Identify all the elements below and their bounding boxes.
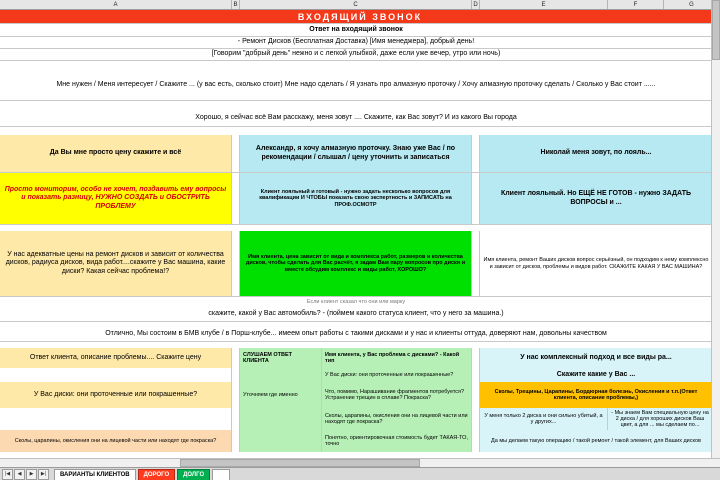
spacer-cell-3: [0, 127, 712, 135]
row-answer-line2: [0, 49, 720, 61]
vertical-scrollbar[interactable]: [711, 0, 720, 467]
right-list-cell: Сколы, Трещины, Царапины, Бордюрная болезнь, Окисления и т.п.(Ответ клиента, описание проблемы,): [480, 382, 712, 408]
sheet-tab-expensive[interactable]: ДОРОГО: [138, 469, 176, 480]
mid-row-0-col-1: У Вас диски: они проточенные или покрашенные?: [322, 368, 472, 382]
gap-d-8: [472, 430, 480, 452]
variant-price-mid: Александр, я хочу алмазную проточку. Знаю уже Вас / по рекомендации / слышал / цену уточнить и записаться: [240, 135, 472, 172]
row-variant-price: [0, 135, 720, 173]
car-question-cell: скажите, какой у Вас автомобиль? - (поймем какого статуса клиент, что у него за машина.): [0, 308, 712, 321]
answer-line1-cell: - Ремонт Дисков (Бесплатная Доставка) [Имя менеджера], добрый день!: [0, 37, 712, 48]
row-spacer-2: [0, 101, 720, 111]
sheet-tab-extra[interactable]: [212, 469, 230, 480]
column-header-c[interactable]: C: [240, 0, 472, 9]
client-answer-label-cell: Ответ клиента, описание проблемы.... Скажите цену: [0, 348, 232, 368]
column-header-d[interactable]: D: [472, 0, 480, 9]
horizontal-scroll-thumb[interactable]: [180, 459, 420, 467]
right-tail-cell: Да мы делаем такую операцию / такой ремонт / такой элемент, для Ваших дисков: [480, 430, 712, 452]
mid-table-header-1: СЛУШАЕМ ОТВЕТ КЛИЕНТА: [240, 348, 322, 368]
sheet-tab-variants[interactable]: ВАРИАНТЫ КЛИЕНТОВ: [54, 469, 136, 480]
greeting-cell: Хорошо, я сейчас всё Вам расскажу, меня зовут .... Скажите, как Вас зовут? И из какого Вы города: [0, 111, 712, 126]
gap-d-1: [472, 135, 480, 172]
row-answer-line1: [0, 37, 720, 49]
right-note-body-cell: - Мы знаем Вам специальную цену на 2 диска / для хороших дисков Ваш цвет, а для ... мы сделаем по...: [608, 408, 712, 430]
gap-d-6: [472, 382, 480, 408]
sheet-nav-buttons: [2, 469, 49, 480]
client-need-cell: Мне нужен / Меня интересует / Скажите ... (у вас есть, сколько стоит) Мне надо сделать / Я узнать про алмазную проточку / Хочу алмазную проточку сделать / Сколько у Вас стоит ......: [0, 71, 712, 100]
row-lower-head: [0, 348, 720, 368]
gap-d-2: [472, 173, 480, 224]
column-header-a[interactable]: A: [0, 0, 232, 9]
row-variant-monitor: [0, 173, 720, 225]
gap-b-8: [232, 430, 240, 452]
mid-row-3-col-0: [240, 430, 322, 452]
first-sheet-icon[interactable]: |◀: [2, 469, 13, 480]
polished-question-cell: У Вас диски: они проточенные или покрашенные?: [0, 382, 232, 408]
row-spacer-3: [0, 127, 720, 135]
answer-header-cell: Ответ на входящий звонок: [0, 24, 712, 36]
row-bmw-club: [0, 328, 720, 342]
row-client-need: [0, 71, 720, 101]
next-sheet-icon[interactable]: ▶: [26, 469, 37, 480]
horizontal-scrollbar[interactable]: [0, 458, 720, 467]
gap-b-2: [232, 173, 240, 224]
row-lower-3: [0, 408, 720, 430]
column-header-row: [0, 0, 720, 10]
adequate-right-cell: Имя клиента, ремонт Ваших дисков вопрос серьёзный, он подходим к нему комплексно и зависит от дисков, проблемы и видов работ. СКАЖИТЕ КАКАЯ У ВАС МАШИНА?: [480, 231, 712, 296]
scratches-note-cell: Сколы, царапины, окисления они на лицевой части или находят где покраска?: [0, 430, 232, 452]
mid-row-1-col-0: Уточняем где именно: [240, 382, 322, 408]
gap-b-7: [232, 408, 240, 430]
prev-sheet-icon[interactable]: ◀: [14, 469, 25, 480]
gap-b-6: [232, 382, 240, 408]
sheet-tab-long[interactable]: ДОЛГО: [177, 469, 210, 480]
right-sub-cell: Скажите какие у Вас ...: [480, 368, 712, 382]
last-sheet-icon[interactable]: ▶|: [38, 469, 49, 480]
gap-d-3: [472, 231, 480, 296]
column-header-g[interactable]: G: [664, 0, 720, 9]
column-header-b[interactable]: B: [232, 0, 240, 9]
bmw-club-cell: Отлично, Мы состоим в БМВ клубе / в Порш-клубе... имеем опыт работы с такими дисками и у нас и клиенты оттуда, доверяют нам, довольны качеством: [0, 328, 712, 341]
variant-price-left: Да Вы мне просто цену скажите и всё: [0, 135, 232, 172]
lower-left-blank: [0, 368, 232, 382]
adequate-mid-cell: Имя клиента, цена зависит от вида и комплекса работ, размеров и количества дисков, чтобы сделать для Вас расчёт, я задам Вам пару вопросов про диски и вместе обсудим комплекс и виды работ, ХОРОШО?: [240, 231, 472, 296]
answer-line2-cell: [Говорим "добрый день" нежно и с легкой улыбкой, даже если уже вечер, утро или ночь): [0, 49, 712, 60]
row-greeting: [0, 111, 720, 127]
mid-row-1-col-1: Что, помимо, Нарашивание фрагментов потребуется? Устранение трещин в сплаве? Покраска?: [322, 382, 472, 408]
vertical-scroll-thumb[interactable]: [712, 0, 720, 60]
mid-row-2-col-1: Сколы, царапины, окисления они на лицевой части или находят где покраска?: [322, 408, 472, 430]
monitor-mid-cell: Клиент лояльный и готовый - нужно задать несколько вопросов для квалификации И ЧТОБЫ показать свою экспертность и ЗАПИСАТЬ на ПРОФ.ОСМОТР: [240, 173, 472, 224]
gap-b-5: [232, 368, 240, 382]
row-car-question-sub: [0, 297, 720, 308]
spacer-cell-2: [0, 101, 712, 111]
page-title: ВХОДЯЩИЙ ЗВОНОК: [0, 10, 720, 24]
mid-row-2-col-0: [240, 408, 322, 430]
gap-d-4: [472, 348, 480, 368]
sheet-tab-bar: [0, 467, 720, 480]
column-header-e[interactable]: E: [480, 0, 608, 9]
row-lower-2: [0, 382, 720, 408]
monitor-right-cell: Клиент лояльный. Но ЕЩЁ НЕ ГОТОВ - нужно ЗАДАТЬ ВОПРОСЫ и ...: [480, 173, 712, 224]
row-car-question: [0, 308, 720, 322]
right-note-head-cell: У меня только 2 диска и они сильно убитый, а у других...: [480, 408, 608, 430]
gap-b-4: [232, 348, 240, 368]
gap-d-7: [472, 408, 480, 430]
row-answer-header: [0, 24, 720, 37]
column-header-f[interactable]: F: [608, 0, 664, 9]
variant-price-right: Николай меня зовут, по лояль...: [480, 135, 712, 172]
adequate-left-cell: У нас адекватные цены на ремонт дисков и зависит от количества дисков, радиуса дисков, вида работ....скажите у Вас машина, какие диски? Какая сейчас проблема!?: [0, 231, 232, 296]
mid-table-header-2: Имя клиента, у Вас проблема с дисками? - Какой тип: [322, 348, 472, 368]
mid-row-0-col-0: [240, 368, 322, 382]
car-question-sub-cell: Если клиент сказал что они или марку: [0, 297, 712, 308]
gap-b-1: [232, 135, 240, 172]
gap-b-3: [232, 231, 240, 296]
mid-row-3-col-1: Понятно, ориентировочная стоимость будет ТАКАЯ-ТО, точно: [322, 430, 472, 452]
right-header-cell: У нас комплексный подход и все виды ра...: [480, 348, 712, 368]
lower-left-blank-2: [0, 408, 232, 430]
row-spacer-1: [0, 61, 720, 71]
row-lower-sub: [0, 368, 720, 382]
spacer-cell-1: [0, 61, 712, 71]
row-lower-4: [0, 430, 720, 452]
monitor-left-cell: Просто мониторим, особо не хочет, поздавить ему вопросы и показать разницу, НУЖНО СОЗДАТЬ и ОБОСТРИТЬ ПРОБЛЕМУ: [0, 173, 232, 224]
gap-d-5: [472, 368, 480, 382]
row-variant-adequate: [0, 231, 720, 297]
